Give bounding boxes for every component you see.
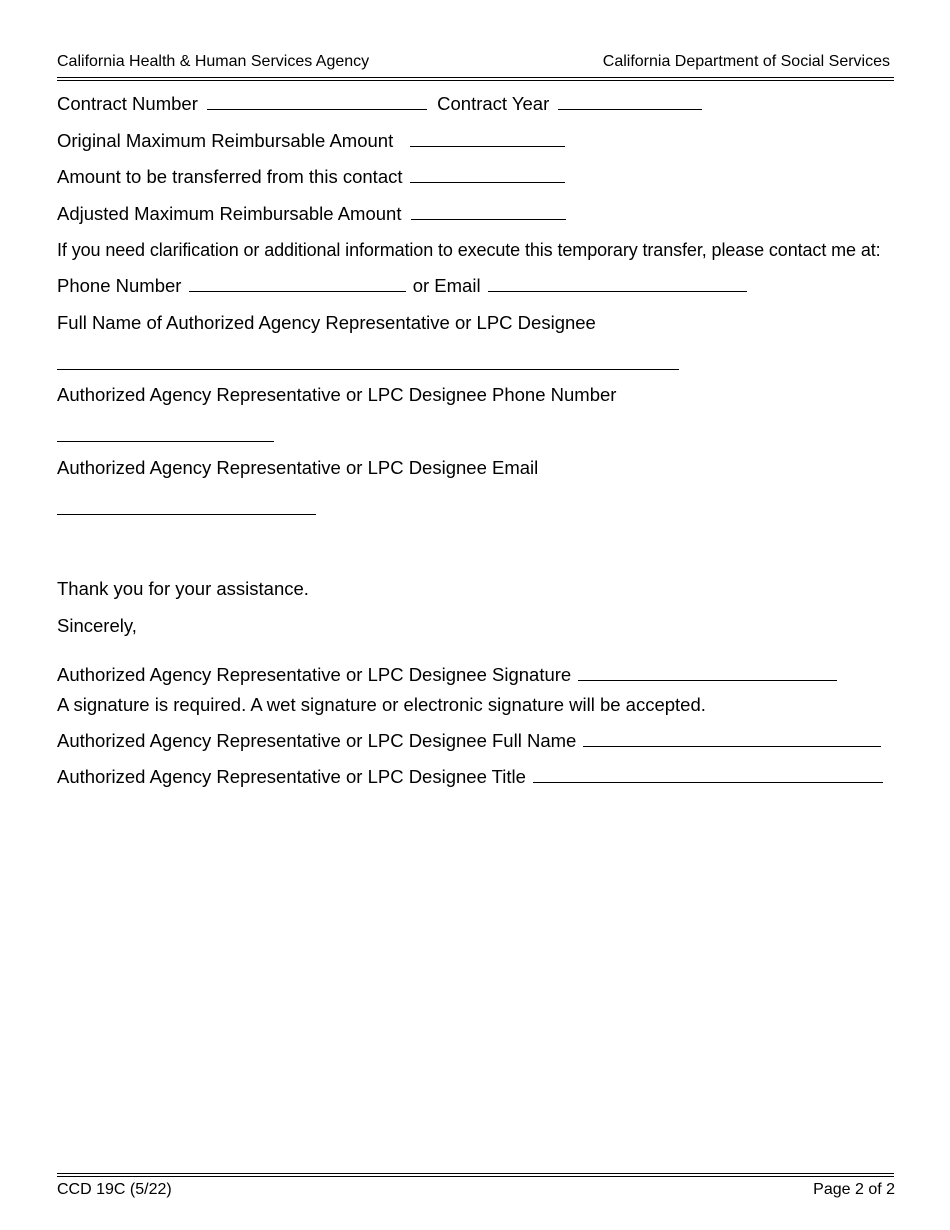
- page-number: Page 2 of 2: [813, 1181, 895, 1198]
- original-max-line: [57, 130, 565, 152]
- original-max-label: Original Maximum Reimbursable Amount: [57, 130, 394, 151]
- rep-title-field[interactable]: [533, 766, 883, 783]
- contract-year-field[interactable]: [558, 93, 702, 110]
- email-field[interactable]: [488, 275, 747, 292]
- rep-email-field[interactable]: [57, 514, 316, 515]
- header-rule-bottom: [57, 80, 894, 81]
- contact-line: [57, 275, 747, 297]
- rep-phone-field[interactable]: [57, 441, 274, 442]
- or-email-label: or Email: [412, 275, 481, 296]
- clarification-text: If you need clarification or additional information to execute this temporary transfer, please contact me at:: [57, 240, 881, 260]
- form-id: CCD 19C (5/22): [57, 1181, 172, 1198]
- adjusted-max-field[interactable]: [411, 203, 566, 220]
- sincerely-text: Sincerely,: [57, 615, 137, 636]
- rep-phone-label: Authorized Agency Representative or LPC Designee Phone Number: [57, 384, 617, 405]
- rep-full-name-line: [57, 730, 881, 752]
- adjusted-max-label: Adjusted Maximum Reimbursable Amount: [57, 203, 402, 224]
- contract-line: [57, 93, 702, 115]
- contract-year-label: Contract Year: [437, 93, 550, 114]
- rep-full-name-label: Authorized Agency Representative or LPC Designee Full Name: [57, 730, 577, 751]
- signature-label: Authorized Agency Representative or LPC Designee Signature: [57, 664, 572, 685]
- full-name-field[interactable]: [57, 369, 679, 370]
- amount-transferred-line: [57, 166, 565, 188]
- amount-transferred-field[interactable]: [410, 166, 565, 183]
- thanks-text: Thank you for your assistance.: [57, 578, 309, 599]
- rep-full-name-field[interactable]: [583, 730, 881, 747]
- phone-number-field[interactable]: [189, 275, 406, 292]
- signature-note: A signature is required. A wet signature or electronic signature will be accepted.: [57, 694, 706, 715]
- signature-line: [57, 664, 837, 686]
- header-department: California Department of Social Services: [602, 53, 890, 70]
- signature-field[interactable]: [578, 664, 837, 681]
- phone-number-label: Phone Number: [57, 275, 182, 296]
- full-name-label: Full Name of Authorized Agency Representative or LPC Designee: [57, 312, 596, 333]
- rep-title-line: [57, 766, 883, 788]
- header-rule-top: [57, 77, 894, 78]
- header-agency: California Health & Human Services Agency: [57, 53, 370, 70]
- original-max-field[interactable]: [410, 130, 565, 147]
- contract-number-field[interactable]: [207, 93, 427, 110]
- footer-rule-bottom: [57, 1176, 894, 1177]
- contract-number-label: Contract Number: [57, 93, 198, 114]
- footer-rule-top: [57, 1173, 894, 1174]
- rep-email-label: Authorized Agency Representative or LPC Designee Email: [57, 457, 539, 478]
- adjusted-max-line: [57, 203, 566, 225]
- rep-title-label: Authorized Agency Representative or LPC Designee Title: [57, 766, 526, 787]
- amount-transferred-label: Amount to be transferred from this contact: [57, 166, 403, 187]
